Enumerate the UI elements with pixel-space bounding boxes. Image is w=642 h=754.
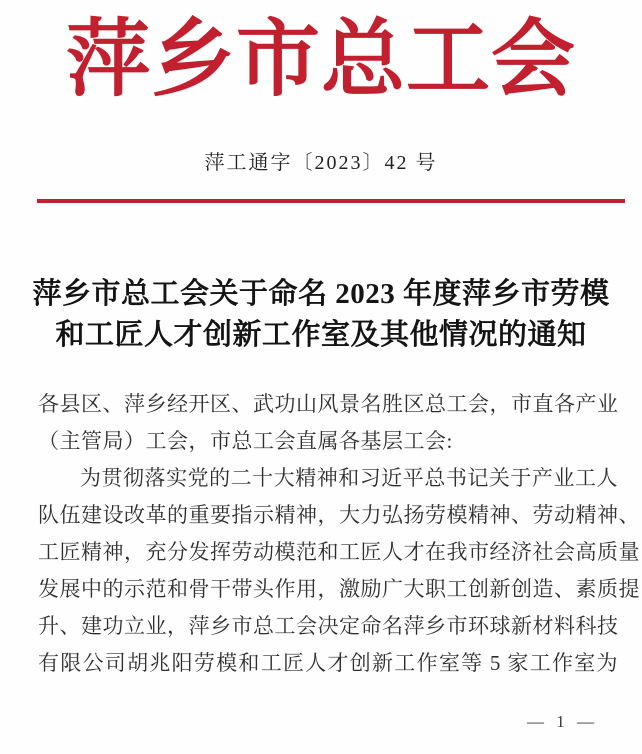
paragraph-line-2: 队伍建设改革的重要指示精神，大力弘扬劳模精神、劳动精神、 bbox=[38, 503, 640, 527]
doc-number: 萍工通字〔2023〕42 号 bbox=[204, 152, 438, 174]
notice-title-line-2: 和工匠人才创新工作室及其他情况的通知 bbox=[55, 319, 587, 351]
salutation-line-2: （主管局）工会，市总工会直属各基层工会: bbox=[38, 429, 453, 453]
paragraph-line-1: 为贯彻落实党的二十大精神和习近平总书记关于产业工人 bbox=[80, 466, 618, 490]
salutation-line-1: 各县区、萍乡经开区、武功山风景名胜区总工会，市直各产业 bbox=[38, 392, 619, 416]
org-title: 萍乡市总工会 bbox=[65, 14, 576, 107]
paragraph-line-3: 工匠精神，充分发挥劳动模范和工匠人才在我市经济社会高质量 bbox=[38, 540, 640, 564]
red-divider-line bbox=[37, 199, 625, 203]
page-number: — 1 — bbox=[527, 712, 598, 731]
notice-title-line-1: 萍乡市总工会关于命名 2023 年度萍乡市劳模 bbox=[32, 278, 610, 310]
notice-body bbox=[38, 386, 640, 682]
paragraph-line-4: 发展中的示范和骨干带头作用，激励广大职工创新创造、素质提 bbox=[38, 577, 640, 601]
notice-title bbox=[20, 274, 622, 356]
paragraph-line-6: 有限公司胡兆阳劳模和工匠人才创新工作室等 5 家工作室为 bbox=[38, 651, 618, 675]
paragraph-line-5: 升、建功立业，萍乡市总工会决定命名萍乡市环球新材料科技 bbox=[38, 614, 619, 638]
